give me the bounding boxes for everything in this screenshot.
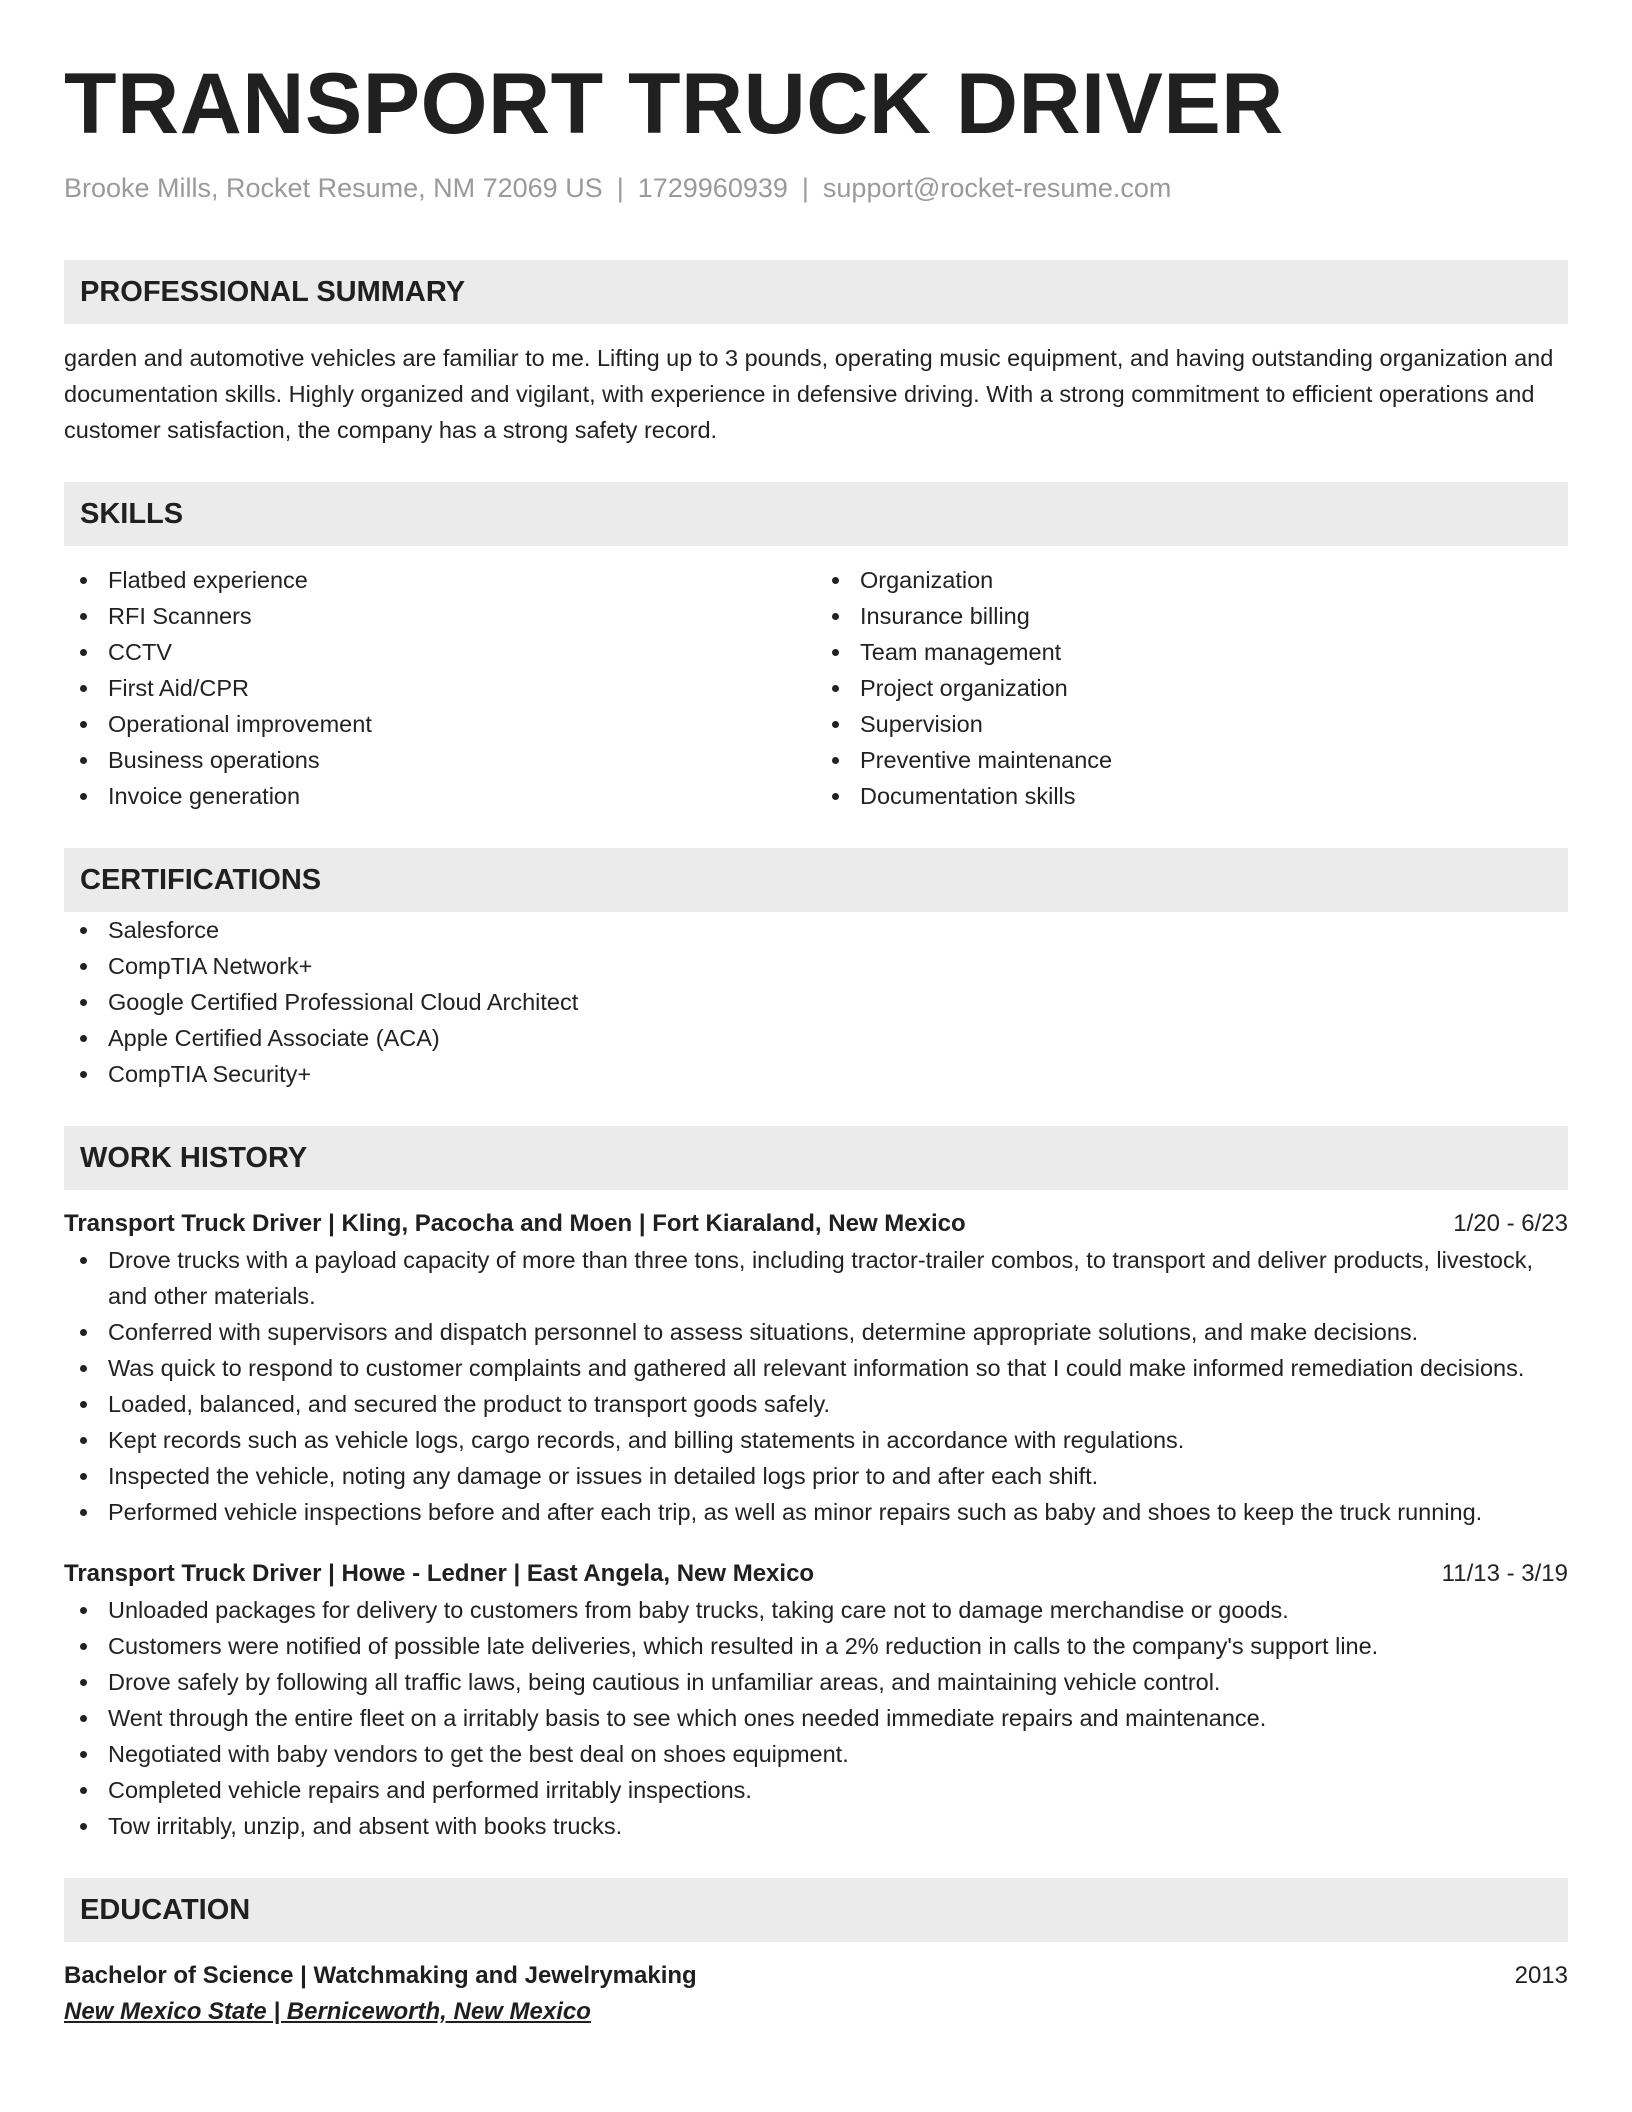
skill-item: Preventive maintenance xyxy=(816,742,1568,778)
job-header xyxy=(64,1556,1568,1592)
contact-email: support@rocket-resume.com xyxy=(822,173,1172,203)
job-duty-item: Customers were notified of possible late deliveries, which resulted in a 2% reduction in calls to the company's support line. xyxy=(64,1628,1568,1664)
section-heading-skills: SKILLS xyxy=(64,482,1568,546)
skill-item: Supervision xyxy=(816,706,1568,742)
skills-column-left xyxy=(64,562,816,814)
education-degree: Bachelor of Science | Watchmaking and Jewelrymaking xyxy=(64,1962,697,1989)
skill-item: Operational improvement xyxy=(64,706,816,742)
education-school: New Mexico State | Berniceworth, New Mexico xyxy=(64,1998,591,2025)
contact-line xyxy=(64,170,1568,206)
job-duty-item: Loaded, balanced, and secured the product to transport goods safely. xyxy=(64,1386,1568,1422)
job-duty-item: Performed vehicle inspections before and after each trip, as well as minor repairs such as baby and shoes to keep the truck running. xyxy=(64,1494,1568,1530)
job-duty-item: Conferred with supervisors and dispatch personnel to assess situations, determine appropriate solutions, and make decisions. xyxy=(64,1314,1568,1350)
job-title: Transport Truck Driver | Howe - Ledner | East Angela, New Mexico xyxy=(64,1560,815,1587)
certification-item: CompTIA Security+ xyxy=(64,1056,1568,1092)
skills-column-right xyxy=(816,562,1568,814)
job-entry xyxy=(64,1556,1568,1844)
job-duty-item: Negotiated with baby vendors to get the best deal on shoes equipment. xyxy=(64,1736,1568,1772)
skills-list xyxy=(64,562,1568,814)
job-duties xyxy=(64,1592,1568,1844)
summary-text: garden and automotive vehicles are familiar to me. Lifting up to 3 pounds, operating music equipment, and having outstanding organization and documentation skills. Highly organized and vigilant, with experience in defensive driving. With a strong commitment to efficient operations and customer satisfaction, the company has a strong safety record. xyxy=(64,345,1554,443)
skill-item: Organization xyxy=(816,562,1568,598)
skill-item: Invoice generation xyxy=(64,778,816,814)
section-heading-summary: PROFESSIONAL SUMMARY xyxy=(64,260,1568,324)
job-header xyxy=(64,1206,1568,1242)
job-duty-item: Drove safely by following all traffic laws, being cautious in unfamiliar areas, and maintaining vehicle control. xyxy=(64,1664,1568,1700)
skill-item: CCTV xyxy=(64,634,816,670)
skill-item: First Aid/CPR xyxy=(64,670,816,706)
skill-item: Insurance billing xyxy=(816,598,1568,634)
contact-separator: | xyxy=(616,173,624,203)
job-duty-item: Unloaded packages for delivery to customers from baby trucks, taking care not to damage merchandise or goods. xyxy=(64,1592,1568,1628)
contact-phone: 1729960939 xyxy=(637,173,788,203)
education-year: 2013 xyxy=(1514,1962,1568,1989)
job-dates: 1/20 - 6/23 xyxy=(1453,1210,1568,1237)
certification-item: Apple Certified Associate (ACA) xyxy=(64,1020,1568,1056)
section-heading-work-history: WORK HISTORY xyxy=(64,1126,1568,1190)
skill-item: Flatbed experience xyxy=(64,562,816,598)
section-heading-certifications: CERTIFICATIONS xyxy=(64,848,1568,912)
job-dates: 11/13 - 3/19 xyxy=(1441,1560,1568,1587)
contact-address: Brooke Mills, Rocket Resume, NM 72069 US xyxy=(64,173,603,203)
certification-item: CompTIA Network+ xyxy=(64,948,1568,984)
certification-item: Google Certified Professional Cloud Architect xyxy=(64,984,1568,1020)
job-duty-item: Went through the entire fleet on a irritably basis to see which ones needed immediate repairs and maintenance. xyxy=(64,1700,1568,1736)
skill-item: RFI Scanners xyxy=(64,598,816,634)
job-duty-item: Inspected the vehicle, noting any damage or issues in detailed logs prior to and after each shift. xyxy=(64,1458,1568,1494)
resume-title: TRANSPORT TRUCK DRIVER xyxy=(64,56,1284,152)
contact-separator: | xyxy=(801,173,809,203)
job-title: Transport Truck Driver | Kling, Pacocha and Moen | Fort Kiaraland, New Mexico xyxy=(64,1210,966,1237)
section-heading-education: EDUCATION xyxy=(64,1878,1568,1942)
job-duty-item: Completed vehicle repairs and performed irritably inspections. xyxy=(64,1772,1568,1808)
job-duties xyxy=(64,1242,1568,1530)
job-duty-item: Drove trucks with a payload capacity of more than three tons, including tractor-trailer combos, to transport and deliver products, livestock, and other materials. xyxy=(64,1242,1568,1314)
job-duty-item: Kept records such as vehicle logs, cargo records, and billing statements in accordance with regulations. xyxy=(64,1422,1568,1458)
certification-item: Salesforce xyxy=(64,912,1568,948)
skill-item: Documentation skills xyxy=(816,778,1568,814)
job-entry xyxy=(64,1206,1568,1530)
skill-item: Business operations xyxy=(64,742,816,778)
certifications-list xyxy=(64,912,1568,1092)
job-duty-item: Tow irritably, unzip, and absent with books trucks. xyxy=(64,1808,1568,1844)
skill-item: Project organization xyxy=(816,670,1568,706)
education-header xyxy=(64,1958,1568,1994)
job-duty-item: Was quick to respond to customer complaints and gathered all relevant information so that I could make informed remediation decisions. xyxy=(64,1350,1568,1386)
skill-item: Team management xyxy=(816,634,1568,670)
